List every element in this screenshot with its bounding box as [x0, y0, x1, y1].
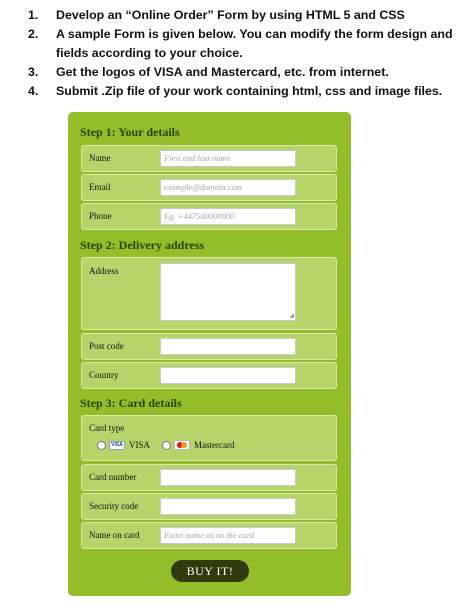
- postcode-input[interactable]: [160, 338, 296, 355]
- instruction-item: [28, 6, 468, 25]
- mastercard-logo-icon: [174, 440, 190, 450]
- instruction-number: 1.: [28, 8, 39, 22]
- cardtype-row: [81, 415, 337, 461]
- instructions-list: [28, 6, 468, 101]
- instruction-item: [28, 25, 468, 63]
- step1-heading: Step 1: Your details: [80, 125, 180, 139]
- instruction-item: [28, 82, 468, 101]
- cardnumber-row: [81, 464, 337, 491]
- name-row: [81, 145, 337, 172]
- postcode-label: Post code: [89, 341, 124, 351]
- mastercard-label: Mastercard: [194, 440, 235, 450]
- instruction-number: 3.: [28, 65, 39, 79]
- instruction-number: 4.: [28, 84, 39, 98]
- instruction-item: [28, 63, 468, 82]
- phone-input[interactable]: Eg. +447500000000: [160, 208, 296, 225]
- instruction-text: Submit .Zip file of your work containing html, css and image files.: [56, 84, 443, 98]
- country-label: Country: [89, 370, 119, 380]
- country-row: [81, 362, 337, 389]
- cardnumber-input[interactable]: [160, 469, 296, 486]
- security-label: Security code: [89, 501, 139, 511]
- step2-heading: Step 2: Delivery address: [80, 238, 205, 252]
- instruction-number: 2.: [28, 27, 39, 41]
- phone-label: Phone: [89, 211, 112, 221]
- order-form: [68, 112, 351, 596]
- security-row: [81, 493, 337, 520]
- email-label: Email: [89, 182, 111, 192]
- phone-row: [81, 203, 337, 230]
- step3-heading: Step 3: Card details: [80, 396, 182, 410]
- address-textarea[interactable]: [160, 263, 296, 321]
- buy-button[interactable]: BUY IT!: [171, 560, 249, 582]
- resize-grip-icon[interactable]: ◢: [289, 313, 294, 319]
- cardtype-options: [97, 440, 235, 450]
- address-row: [81, 257, 337, 330]
- country-input[interactable]: [160, 367, 296, 384]
- mastercard-radio[interactable]: [162, 441, 171, 450]
- postcode-row: [81, 333, 337, 360]
- security-input[interactable]: [160, 498, 296, 515]
- nameoncard-label: Name on card: [89, 530, 140, 540]
- cardtype-label: Card type: [89, 423, 125, 433]
- nameoncard-row: [81, 522, 337, 549]
- nameoncard-input[interactable]: Exact name as on the card: [160, 527, 296, 544]
- name-label: Name: [89, 153, 111, 163]
- instruction-text: Develop an “Online Order” Form by using HTML 5 and CSS: [56, 8, 405, 22]
- visa-logo-icon: VISA: [109, 441, 125, 450]
- address-label: Address: [89, 266, 119, 276]
- cardnumber-label: Card number: [89, 472, 137, 482]
- instruction-text: A sample Form is given below. You can modify the form design and fields according to your choice.: [56, 27, 453, 60]
- visa-label: VISA: [129, 440, 151, 450]
- name-input[interactable]: First and last name: [160, 150, 296, 167]
- email-row: [81, 174, 337, 201]
- visa-radio[interactable]: [97, 441, 106, 450]
- email-input[interactable]: example@domain.com: [160, 179, 296, 196]
- instruction-text: Get the logos of VISA and Mastercard, etc. from internet.: [56, 65, 389, 79]
